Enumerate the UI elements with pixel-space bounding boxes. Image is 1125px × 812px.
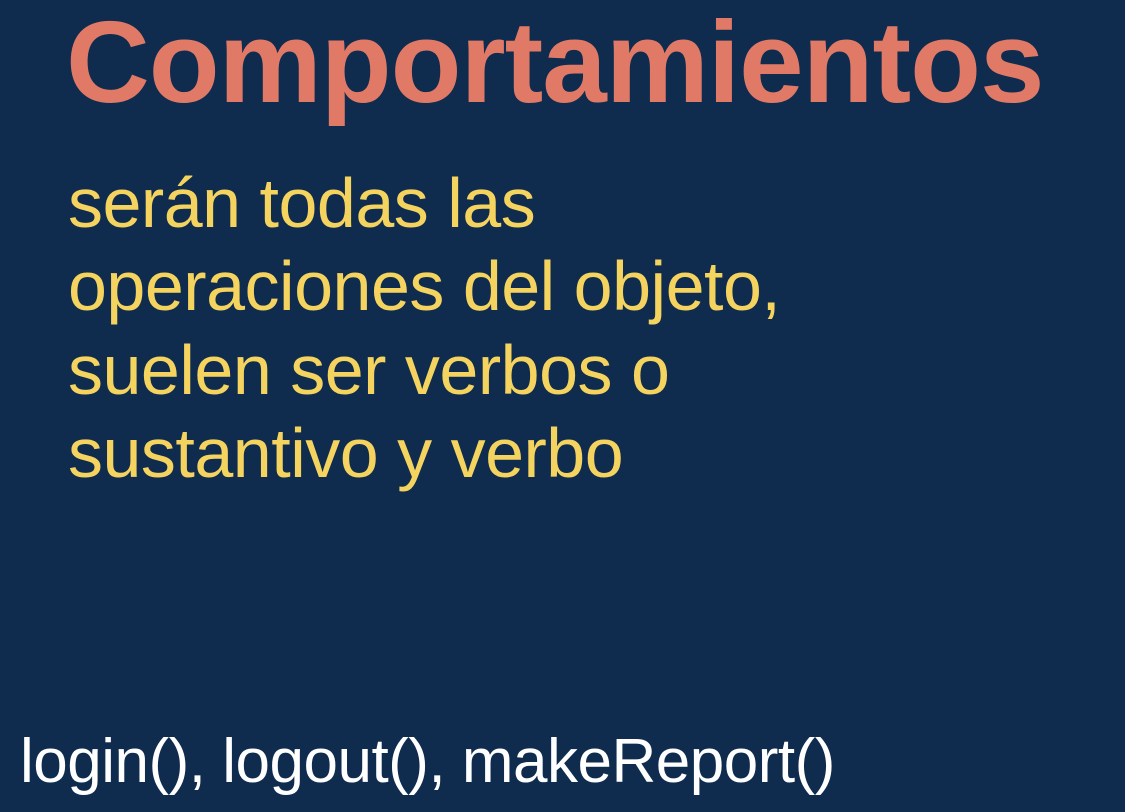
description-line: suelen ser verbos o xyxy=(68,330,670,409)
description-line: sustantivo y verbo xyxy=(68,413,624,492)
slide-description xyxy=(68,162,780,495)
description-line: serán todas las xyxy=(68,164,536,242)
description-line: operaciones del objeto, xyxy=(68,247,781,326)
slide-title: Comportamientos xyxy=(66,0,1044,127)
method-examples: login(), logout(), makeReport() xyxy=(20,727,835,796)
